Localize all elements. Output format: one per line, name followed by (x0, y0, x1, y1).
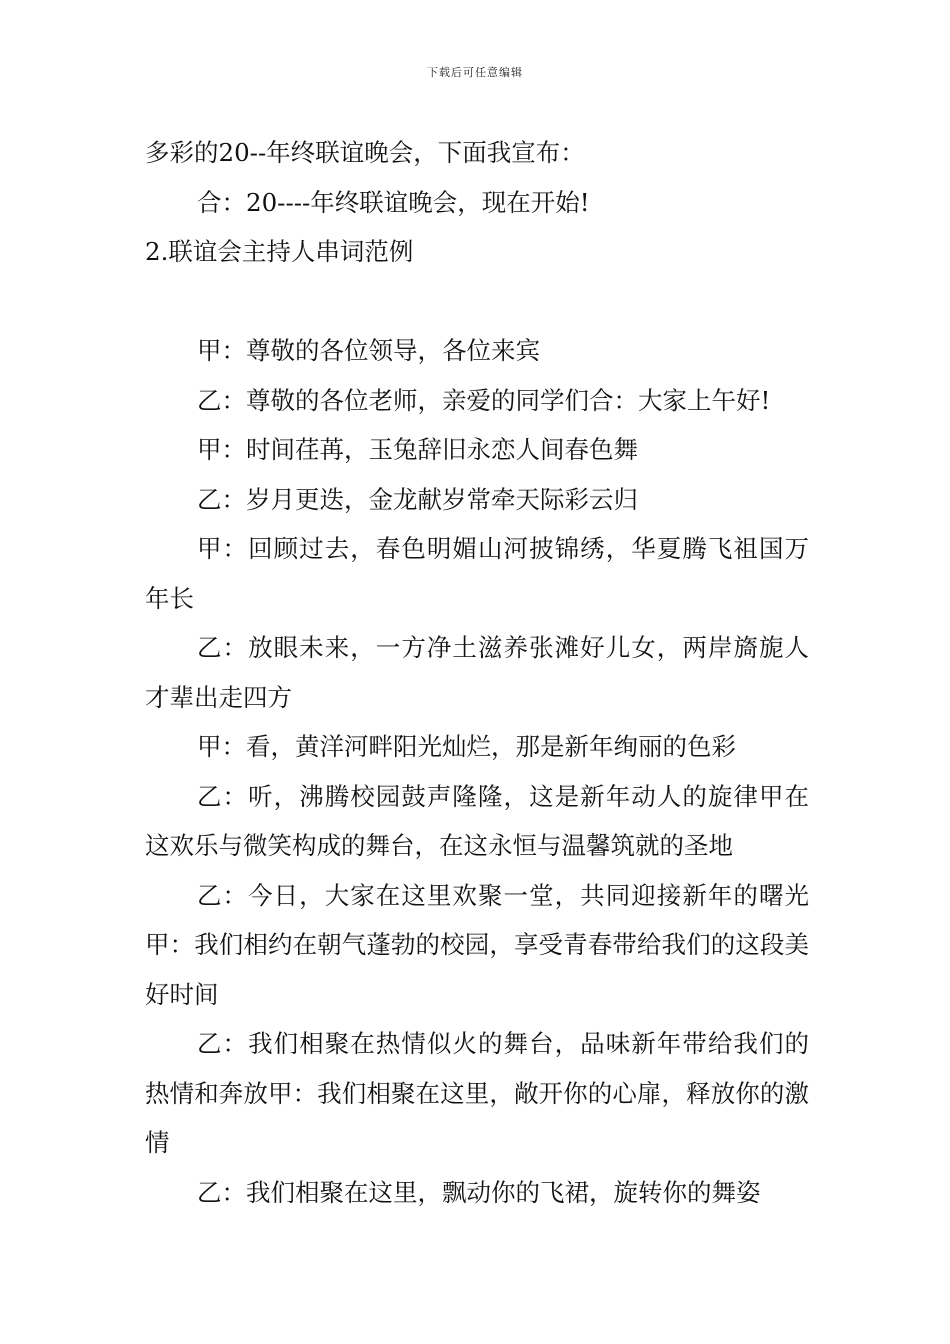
paragraph: 甲：时间荏苒，玉兔辞旧永恋人间春色舞 (197, 435, 638, 464)
paragraph: 甲：看，黄洋河畔阳光灿烂，那是新年绚丽的色彩 (197, 732, 736, 761)
paragraph: 乙：尊敬的各位老师，亲爱的同学们合：大家上午好! (197, 385, 771, 415)
paragraph: 甲：回顾过去，春色明媚山河披锦绣，华夏腾飞祖国万年长 (145, 534, 809, 613)
paragraph: 乙：听，沸腾校园鼓声隆隆，这是新年动人的旋律甲在这欢乐与微笑构成的舞台，在这永恒与温馨筑就的圣地 (145, 781, 809, 860)
document-body (145, 128, 809, 1217)
paragraph: 乙：我们相聚在热情似火的舞台，品味新年带给我们的热情和奔放甲：我们相聚在这里，敞开你的心扉，释放你的激情 (145, 1029, 809, 1157)
blank-line (145, 277, 809, 327)
paragraph: 乙：岁月更迭，金龙献岁常牵天际彩云归 (197, 484, 638, 514)
paragraph: 甲：尊敬的各位领导，各位来宾 (197, 336, 540, 365)
paragraph: 乙：我们相聚在这里，飘动你的飞裙，旋转你的舞姿 (197, 1177, 761, 1207)
section-heading: 2.联谊会主持人串词范例 (145, 237, 414, 266)
paragraph: 多彩的20--年终联谊晚会，下面我宣布： (145, 138, 585, 167)
paragraph: 合：20----年终联谊晚会，现在开始! (197, 187, 590, 217)
page-header-note: 下载后可任意编辑 (427, 66, 523, 79)
paragraph: 乙：今日，大家在这里欢聚一堂，共同迎接新年的曙光甲：我们相约在朝气蓬勃的校园，享受青春带给我们的这段美好时间 (145, 880, 809, 1009)
paragraph: 乙：放眼未来，一方净土滋养张滩好儿女，两岸旖旎人才辈出走四方 (145, 633, 809, 712)
